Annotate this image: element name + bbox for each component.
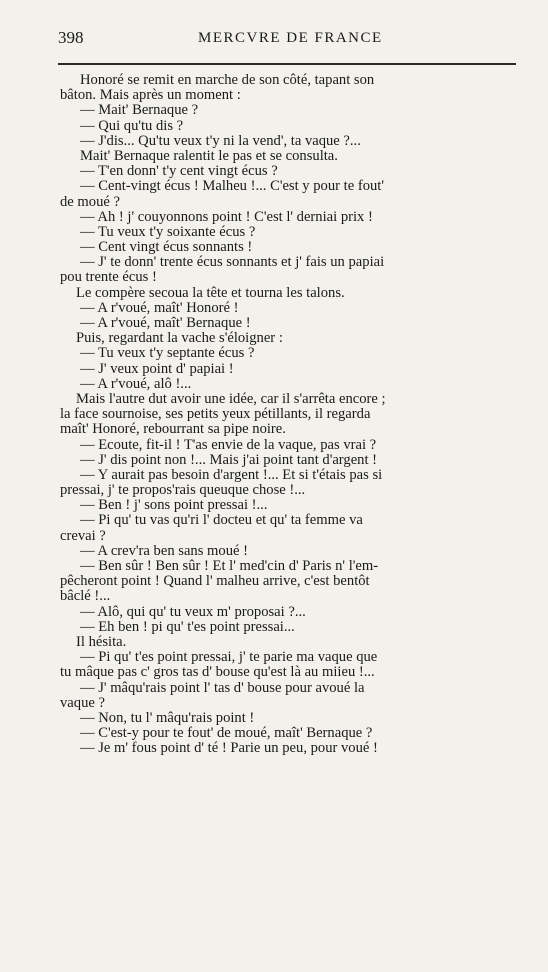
text-line: — Cent vingt écus sonnants ! bbox=[80, 240, 253, 256]
text-line: — Mait' Bernaque ? bbox=[80, 103, 199, 119]
text-line: — J' dis point non !... Mais j'ai point tant d'argent ! bbox=[80, 452, 378, 468]
text-line: maît' Honoré, rebourrant sa pipe noire. bbox=[60, 422, 286, 438]
text-line: — Tu veux t'y soixante écus ? bbox=[80, 224, 256, 240]
text-line: — Ecoute, fit-il ! T'as envie de la vaque, pas vrai ? bbox=[80, 437, 377, 453]
text-line: — Ben sûr ! Ben sûr ! Et l' med'cin d' Paris n' l'em- bbox=[80, 559, 379, 574]
text-line: pêcheront point ! Quand l' malheu arrive, c'est bentôt bbox=[60, 574, 370, 590]
text-line: — J' te donn' trente écus sonnants et j' fais un papiai bbox=[80, 255, 385, 271]
text-line: — A r'voué, maît' Bernaque ! bbox=[80, 316, 251, 331]
text-line: — A crev'ra ben sans moué ! bbox=[80, 543, 248, 559]
text-line: de moué ? bbox=[60, 194, 120, 210]
text-line: vaque ? bbox=[60, 695, 105, 711]
text-line: Il hésita. bbox=[76, 634, 127, 650]
running-head: MERCVRE DE FRANCE bbox=[198, 30, 383, 46]
text-line: — Pi qu' tu vas qu'ri l' docteu et qu' ta femme va bbox=[80, 513, 363, 529]
text-line: Puis, regardant la vache s'éloigner : bbox=[76, 331, 283, 347]
text-line: — Alô, qui qu' tu veux m' proposai ?... bbox=[80, 604, 306, 620]
text-line: crevai ? bbox=[60, 528, 106, 544]
text-line: — A r'voué, maît' Honoré ! bbox=[80, 300, 239, 316]
text-line: — Ah ! j' couyonnons point ! C'est l' derniai prix ! bbox=[80, 209, 373, 225]
text-line: — J' mâqu'rais point l' tas d' bouse pour avoué la bbox=[80, 680, 365, 696]
text-line: la face sournoise, ses petits yeux pétillants, il regarda bbox=[60, 407, 371, 423]
text-line: — Y aurait pas besoin d'argent !... Et si t'étais pas si bbox=[80, 467, 383, 483]
text-line: bâclé !... bbox=[60, 589, 111, 605]
text-line: Mais l'autre dut avoir une idée, car il s'arrêta encore ; bbox=[76, 391, 386, 407]
text-line: Honoré se remit en marche de son côté, tapant son bbox=[80, 73, 375, 88]
text-line: pressai, j' te propos'rais queuque chose !... bbox=[60, 483, 306, 499]
text-line: — Eh ben ! pi qu' t'es point pressai... bbox=[80, 619, 295, 635]
text-line: Le compère secoua la tête et tourna les talons. bbox=[76, 285, 345, 301]
header-rule bbox=[58, 63, 516, 65]
text-line: — Je m' fous point d' té ! Parie un peu, pour voué ! bbox=[80, 741, 378, 757]
text-line: — J'dis... Qu'tu veux t'y ni la vend', ta vaque ?... bbox=[80, 133, 361, 149]
text-line: tu mâque pas c' gros tas d' bouse qu'est là au miieu !... bbox=[60, 665, 375, 681]
text-line: — A r'voué, alô !... bbox=[80, 376, 192, 392]
text-line: — Qui qu'tu dis ? bbox=[80, 118, 184, 134]
text-line: — Ben ! j' sons point pressai !... bbox=[80, 498, 268, 514]
text-line: — C'est-y pour te fout' de moué, maît' Bernaque ? bbox=[80, 726, 373, 742]
text-line: — Tu veux t'y septante écus ? bbox=[80, 346, 255, 362]
text-line: pou trente écus ! bbox=[60, 270, 157, 286]
text-line: — Pi qu' t'es point pressai, j' te parie ma vaque que bbox=[80, 650, 378, 666]
text-line: — Non, tu l' mâqu'rais point ! bbox=[80, 710, 255, 726]
body-text bbox=[60, 73, 515, 756]
text-line: — J' veux point d' papiai ! bbox=[80, 361, 234, 377]
text-line: bâton. Mais après un moment : bbox=[60, 88, 241, 104]
text-line: Mait' Bernaque ralentit le pas et se consulta. bbox=[80, 148, 338, 164]
text-line: — T'en donn' t'y cent vingt écus ? bbox=[80, 164, 278, 180]
page-number: 398 bbox=[58, 28, 84, 47]
text-line: — Cent-vingt écus ! Malheu !... C'est y pour te fout' bbox=[80, 179, 384, 195]
page-header bbox=[58, 28, 518, 54]
